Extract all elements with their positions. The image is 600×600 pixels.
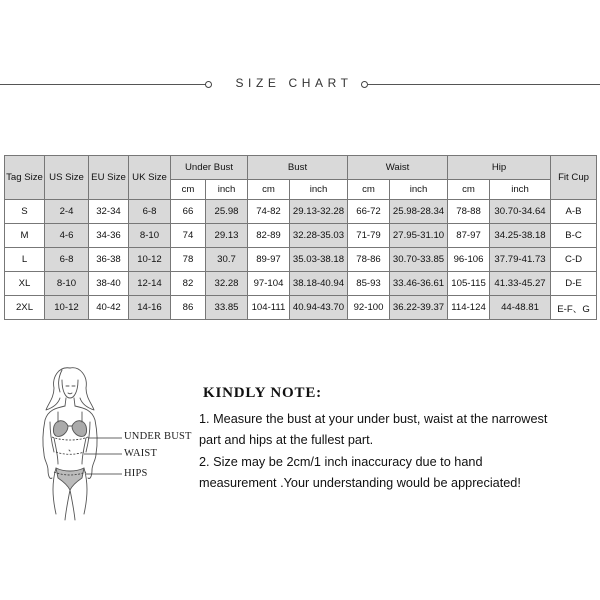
cell-hip-inch: 30.70-34.64 xyxy=(490,200,551,224)
cell-fit-cup: C-D xyxy=(551,248,597,272)
cell-tag-size: M xyxy=(5,224,45,248)
header-dot-right xyxy=(361,81,368,88)
cell-tag-size: XL xyxy=(5,272,45,296)
table-row xyxy=(5,272,597,296)
cell-bust-cm: 82-89 xyxy=(248,224,290,248)
cell-uk-size: 8-10 xyxy=(129,224,171,248)
cell-uk-size: 12-14 xyxy=(129,272,171,296)
cell-under-bust-inch: 33.85 xyxy=(206,296,248,320)
cell-fit-cup: A-B xyxy=(551,200,597,224)
table-header-row xyxy=(5,156,597,180)
note-title: KINDLY NOTE: xyxy=(203,385,322,401)
cell-us-size: 2-4 xyxy=(45,200,89,224)
unit-cm: cm xyxy=(248,180,290,200)
header-under-bust: Under Bust xyxy=(171,156,248,180)
cell-under-bust-inch: 29.13 xyxy=(206,224,248,248)
under-bust-label: UNDER BUST xyxy=(124,431,192,442)
unit-inch: inch xyxy=(390,180,448,200)
table-row xyxy=(5,296,597,320)
header-rule-right xyxy=(368,84,600,85)
cell-hip-inch: 44-48.81 xyxy=(490,296,551,320)
cell-bust-inch: 29.13-32.28 xyxy=(290,200,348,224)
cell-bust-inch: 38.18-40.94 xyxy=(290,272,348,296)
note-line-4: measurement .Your understanding would be appreciated! xyxy=(199,476,521,490)
cell-bust-cm: 97-104 xyxy=(248,272,290,296)
cell-bust-cm: 89-97 xyxy=(248,248,290,272)
cell-waist-inch: 27.95-31.10 xyxy=(390,224,448,248)
header-tag-size: Tag Size xyxy=(5,156,45,200)
header-fit-cup: Fit Cup xyxy=(551,156,597,200)
cell-waist-cm: 78-86 xyxy=(348,248,390,272)
cell-tag-size: 2XL xyxy=(5,296,45,320)
header-eu-size: EU Size xyxy=(89,156,129,200)
cell-uk-size: 6-8 xyxy=(129,200,171,224)
cell-eu-size: 34-36 xyxy=(89,224,129,248)
cell-us-size: 6-8 xyxy=(45,248,89,272)
cell-waist-inch: 25.98-28.34 xyxy=(390,200,448,224)
size-chart-header xyxy=(0,74,600,94)
cell-under-bust-cm: 78 xyxy=(171,248,206,272)
cell-uk-size: 14-16 xyxy=(129,296,171,320)
cell-bust-cm: 104-111 xyxy=(248,296,290,320)
cell-hip-cm: 105-115 xyxy=(448,272,490,296)
cell-fit-cup: D-E xyxy=(551,272,597,296)
unit-cm: cm xyxy=(448,180,490,200)
header-dot-left xyxy=(205,81,212,88)
header-rule-left xyxy=(0,84,206,85)
table-row xyxy=(5,224,597,248)
cell-under-bust-inch: 30.7 xyxy=(206,248,248,272)
cell-eu-size: 38-40 xyxy=(89,272,129,296)
cell-bust-cm: 74-82 xyxy=(248,200,290,224)
cell-uk-size: 10-12 xyxy=(129,248,171,272)
cell-eu-size: 40-42 xyxy=(89,296,129,320)
cell-waist-cm: 85-93 xyxy=(348,272,390,296)
cell-waist-cm: 66-72 xyxy=(348,200,390,224)
cell-under-bust-cm: 66 xyxy=(171,200,206,224)
cell-under-bust-cm: 74 xyxy=(171,224,206,248)
cell-us-size: 8-10 xyxy=(45,272,89,296)
table-row xyxy=(5,200,597,224)
cell-us-size: 10-12 xyxy=(45,296,89,320)
cell-waist-inch: 33.46-36.61 xyxy=(390,272,448,296)
cell-bust-inch: 32.28-35.03 xyxy=(290,224,348,248)
cell-hip-inch: 34.25-38.18 xyxy=(490,224,551,248)
header-waist: Waist xyxy=(348,156,448,180)
size-chart-title: SIZE CHART xyxy=(235,76,353,90)
cell-fit-cup: E-F、G xyxy=(551,296,597,320)
note-line-3: 2. Size may be 2cm/1 inch inaccuracy due to hand xyxy=(199,455,483,469)
table-row xyxy=(5,248,597,272)
unit-cm: cm xyxy=(348,180,390,200)
header-hip: Hip xyxy=(448,156,551,180)
cell-bust-inch: 40.94-43.70 xyxy=(290,296,348,320)
cell-eu-size: 32-34 xyxy=(89,200,129,224)
unit-inch: inch xyxy=(206,180,248,200)
cell-under-bust-cm: 82 xyxy=(171,272,206,296)
cell-us-size: 4-6 xyxy=(45,224,89,248)
header-bust: Bust xyxy=(248,156,348,180)
cell-bust-inch: 35.03-38.18 xyxy=(290,248,348,272)
cell-eu-size: 36-38 xyxy=(89,248,129,272)
unit-cm: cm xyxy=(171,180,206,200)
header-uk-size: UK Size xyxy=(129,156,171,200)
cell-waist-cm: 92-100 xyxy=(348,296,390,320)
note-line-1: 1. Measure the bust at your under bust, waist at the narrowest xyxy=(199,412,548,426)
cell-hip-cm: 96-106 xyxy=(448,248,490,272)
note-line-2: part and hips at the fullest part. xyxy=(199,433,374,447)
cell-hip-cm: 87-97 xyxy=(448,224,490,248)
hips-label: HIPS xyxy=(124,468,148,479)
unit-inch: inch xyxy=(290,180,348,200)
cell-waist-inch: 30.70-33.85 xyxy=(390,248,448,272)
cell-fit-cup: B-C xyxy=(551,224,597,248)
unit-inch: inch xyxy=(490,180,551,200)
cell-waist-cm: 71-79 xyxy=(348,224,390,248)
cell-hip-cm: 114-124 xyxy=(448,296,490,320)
cell-hip-inch: 41.33-45.27 xyxy=(490,272,551,296)
header-us-size: US Size xyxy=(45,156,89,200)
size-table xyxy=(4,155,597,320)
cell-hip-cm: 78-88 xyxy=(448,200,490,224)
cell-waist-inch: 36.22-39.37 xyxy=(390,296,448,320)
waist-label: WAIST xyxy=(124,448,158,459)
woman-sketch-icon xyxy=(18,364,198,522)
cell-under-bust-cm: 86 xyxy=(171,296,206,320)
body-measurement-figure xyxy=(18,364,198,522)
cell-under-bust-inch: 32.28 xyxy=(206,272,248,296)
cell-tag-size: S xyxy=(5,200,45,224)
cell-under-bust-inch: 25.98 xyxy=(206,200,248,224)
cell-hip-inch: 37.79-41.73 xyxy=(490,248,551,272)
cell-tag-size: L xyxy=(5,248,45,272)
